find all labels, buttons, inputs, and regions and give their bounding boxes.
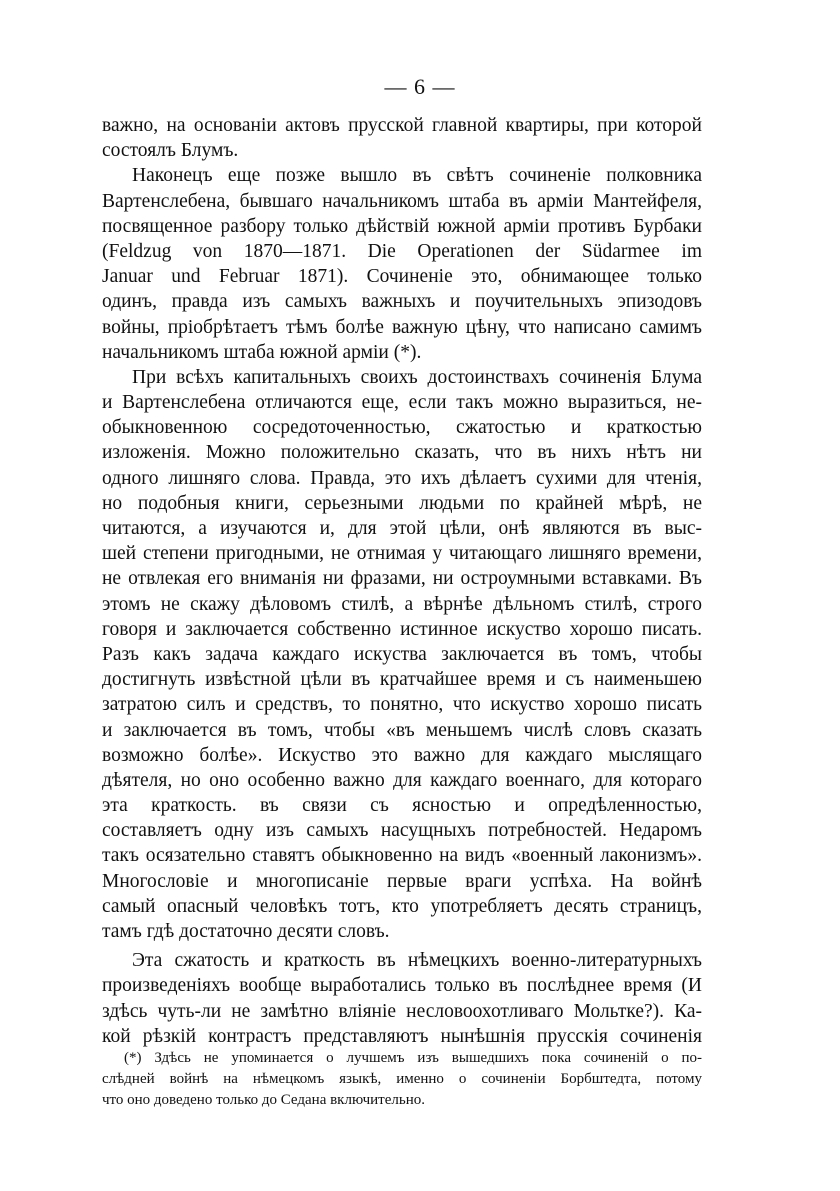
text-line: такъ осязательно ставятъ обыкновенно на видъ «военный лаконизмъ». xyxy=(102,845,702,867)
text-line: шей степени пригодными, не отнимая у читающаго лишняго времени, xyxy=(102,543,702,565)
text-line: посвященное разбору только дѣйствій южной арміи противъ Бурбаки xyxy=(102,215,702,237)
text-line: тамъ гдѣ достаточно десяти словъ. xyxy=(102,921,390,942)
text-line: одинъ, правда изъ самыхъ важныхъ и поучительныхъ эпизодовъ xyxy=(102,291,702,313)
text-line: и Вартенслебена отличаются еще, если такъ можно выразиться, не- xyxy=(102,392,702,414)
footnote-line: (*) Здѣсь не упоминается о лучшемъ изъ вышедшихъ пока сочиненій о по- xyxy=(124,1050,702,1066)
text-line: самый опасный человѣкъ тотъ, кто употребляетъ десять страницъ, xyxy=(102,895,702,917)
text-line: Наконецъ еще позже вышло въ свѣтъ сочиненіе полковника xyxy=(132,165,702,187)
paragraph-3 xyxy=(102,365,702,944)
text-line: достигнуть извѣстной цѣли въ кратчайшее время и съ наименьшею xyxy=(102,669,702,691)
paragraph-4 xyxy=(102,948,702,1049)
text-line: не отвлекая его вниманія ни фразами, ни остроумными вставками. Въ xyxy=(102,568,702,590)
text-line: одного лишняго слова. Правда, это ихъ дѣлаетъ сухими для чтенія, xyxy=(102,467,702,489)
text-line: возможно болѣе». Искуство это важно для каждаго мыслящаго xyxy=(102,744,702,766)
text-line: (Feldzug von 1870—1871. Die Operationen der Südarmee im xyxy=(102,240,702,262)
paragraph-2 xyxy=(102,163,702,365)
footnote-line: слѣдней войнѣ на нѣмецкомъ языкѣ, именно о сочиненіи Борбштедта, потому xyxy=(102,1071,702,1087)
text-line: состоялъ Блумъ. xyxy=(102,140,239,162)
text-line: эта краткость. въ связи съ ясностью и опредѣленностью, xyxy=(102,795,702,817)
body-text xyxy=(102,113,702,1049)
text-line: начальникомъ штаба южной арміи (*). xyxy=(102,341,422,363)
text-line: дѣятеля, но оно особенно важно для каждаго военнаго, для котораго xyxy=(102,769,702,791)
text-line: затратою силъ и средствъ, то понятно, что искуство хорошо писать xyxy=(102,694,702,716)
text-line: изложенія. Можно положительно сказать, что въ нихъ нѣтъ ни xyxy=(102,442,702,464)
page-number: — 6 — xyxy=(384,74,456,99)
paragraph-1 xyxy=(102,113,702,163)
text-line: важно, на основаніи актовъ прусской главной квартиры, при которой xyxy=(102,115,702,136)
text-line: и заключается въ томъ, чтобы «въ меньшемъ числѣ словъ сказать xyxy=(102,719,702,741)
text-line: кой рѣзкій контрастъ представляютъ нынѣшнія прусскія сочиненія xyxy=(102,1025,702,1047)
footnote xyxy=(102,1048,702,1111)
text-line: Januar und Februar 1871). Сочиненіе это, обнимающее только xyxy=(102,266,702,288)
text-line: Вартенслебена, бывшаго начальникомъ штаба въ арміи Мантейфеля, xyxy=(102,190,702,212)
text-line: но подобныя книги, серьезными людьми по крайней мѣрѣ, не xyxy=(102,492,702,514)
text-line: Разъ какъ задача каждаго искуства заключается въ томъ, чтобы xyxy=(102,643,702,665)
text-line: читаются, а изучаются и, для этой цѣли, онѣ являются въ выс- xyxy=(102,518,702,539)
text-line: произведеніяхъ вообще выработались только въ послѣднее время (И xyxy=(102,975,702,997)
text-line: говоря и заключается собственно истинное искуство хорошо писать. xyxy=(102,618,702,640)
text-line: обыкновенною сосредоточенностью, сжатостью и краткостью xyxy=(102,417,702,439)
text-line: Эта сжатость и краткость въ нѣмецкихъ военно-литературныхъ xyxy=(132,950,702,972)
footnote-line: что оно доведено только до Седана включительно. xyxy=(102,1092,425,1108)
text-line: этомъ не скажу дѣловомъ стилѣ, а вѣрнѣе дѣльномъ стилѣ, строго xyxy=(102,593,702,615)
text-line: составляетъ одну изъ самыхъ насущныхъ потребностей. Недаромъ xyxy=(102,820,702,842)
text-line: Многословіе и многописаніе первые враги успѣха. На войнѣ xyxy=(102,870,702,892)
text-line: войны, пріобрѣтаетъ тѣмъ болѣе важную цѣну, что написано самимъ xyxy=(102,316,702,338)
text-line: При всѣхъ капитальныхъ своихъ достоинствахъ сочиненія Блума xyxy=(132,366,702,388)
text-line: здѣсь чуть-ли не замѣтно вліяніе несловоохотливаго Мольтке?). Ка- xyxy=(102,1000,702,1022)
